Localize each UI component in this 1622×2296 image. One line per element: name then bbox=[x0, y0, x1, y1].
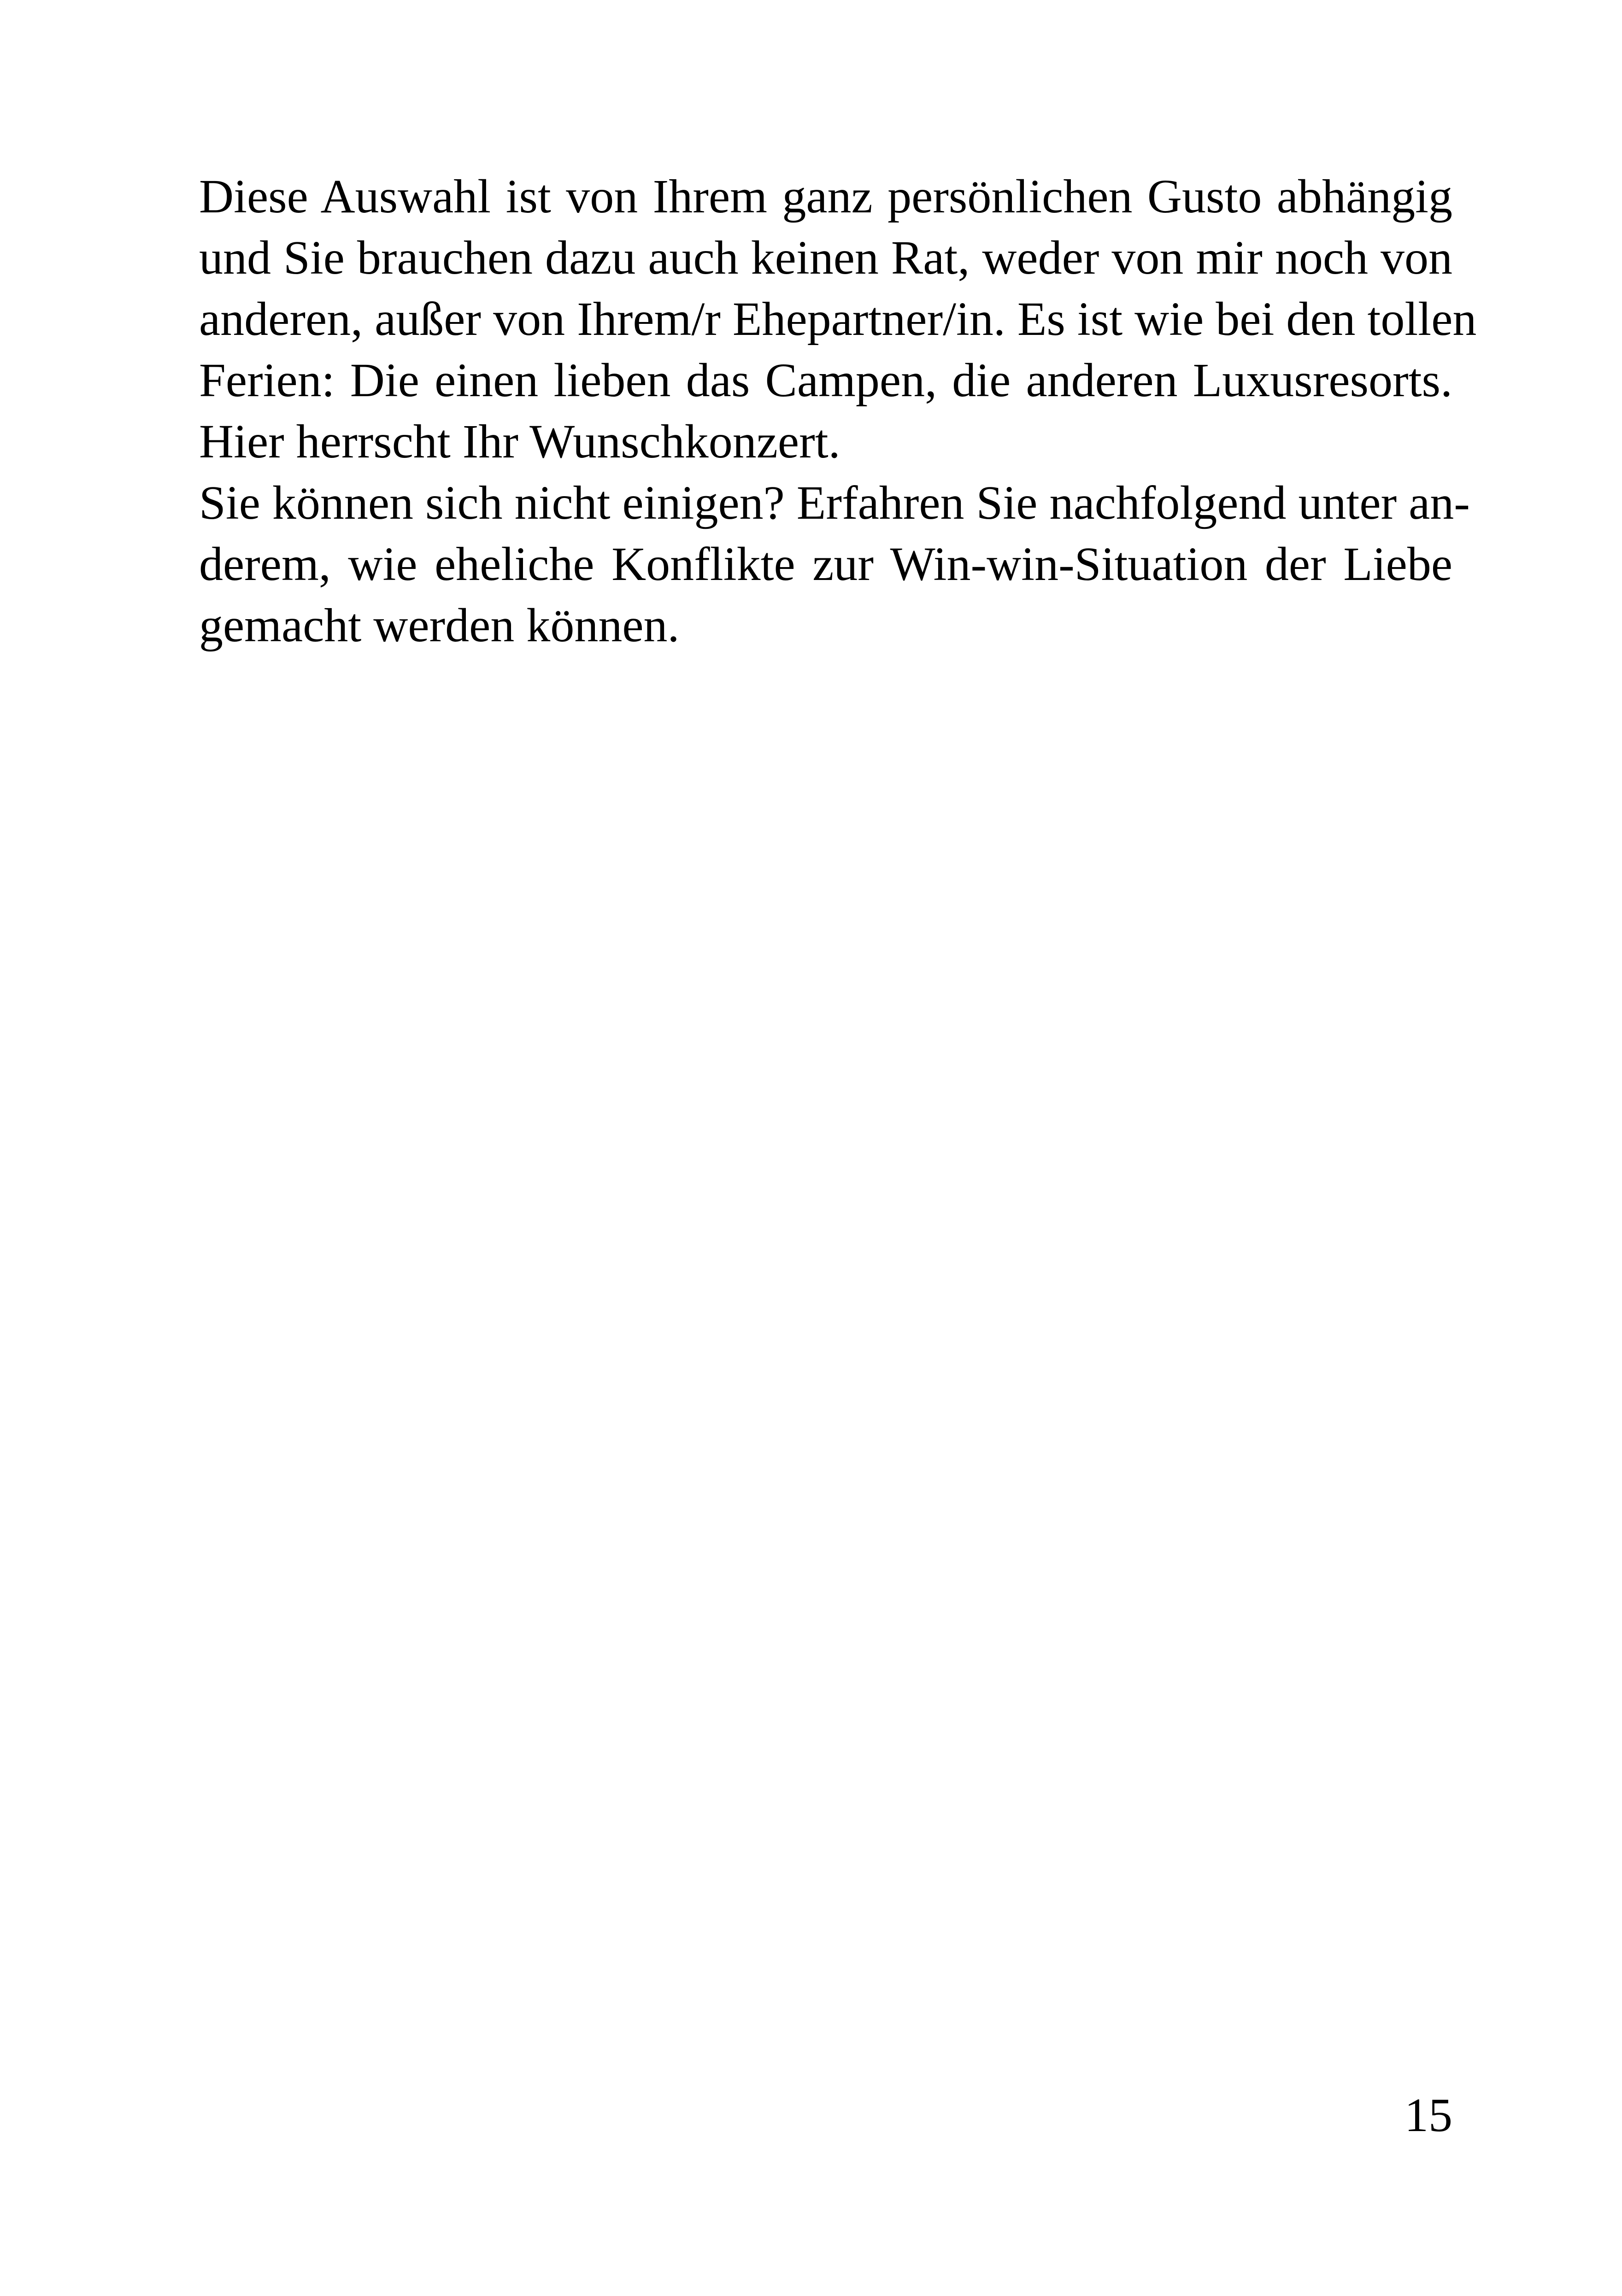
text-line: gemacht werden können. bbox=[199, 599, 680, 652]
text-line: und Sie brauchen dazu auch keinen Rat, weder von mir noch von bbox=[199, 231, 1452, 284]
paragraph-2 bbox=[199, 472, 1470, 656]
text-line: Ferien: Die einen lieben das Campen, die anderen Luxusresorts. bbox=[199, 354, 1452, 407]
text-line: Diese Auswahl ist von Ihrem ganz persönlichen Gusto abhängig bbox=[199, 170, 1452, 223]
body-text bbox=[199, 166, 1477, 656]
text-line: derem, wie eheliche Konflikte zur Win-win-Situation der Liebe bbox=[199, 538, 1452, 591]
paragraph-1 bbox=[199, 166, 1477, 472]
text-line: Hier herrscht Ihr Wunschkonzert. bbox=[199, 415, 840, 468]
page-number: 15 bbox=[1405, 2089, 1452, 2142]
text-line: Sie können sich nicht einigen? Erfahren Sie nachfolgend unter an- bbox=[199, 476, 1470, 529]
text-line: anderen, außer von Ihrem/r Ehepartner/in. Es ist wie bei den tollen bbox=[199, 293, 1477, 346]
